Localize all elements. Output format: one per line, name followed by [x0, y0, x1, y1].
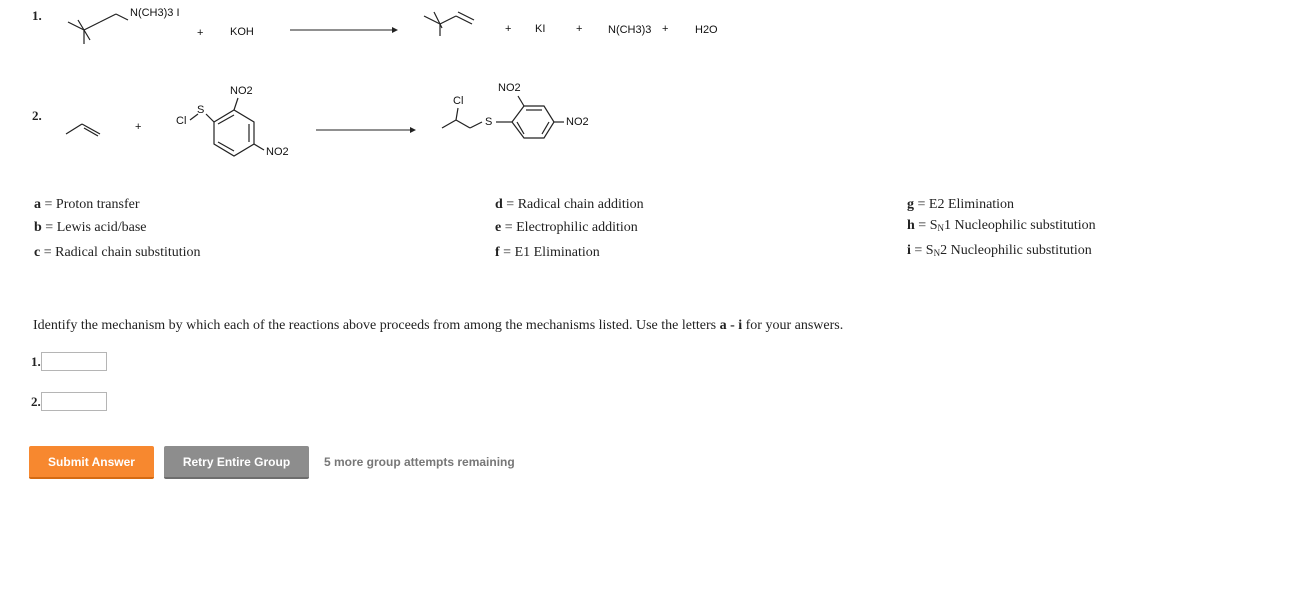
- reaction-2-reagent-no2-bottom: NO2: [266, 146, 289, 158]
- reaction-1-arrow: [288, 24, 398, 36]
- reaction-1-reagent: KOH: [230, 26, 254, 38]
- reaction-2-number: 2.: [32, 108, 42, 123]
- mechanism-i: $i = S_N2$ Nucleophilic substitution: [907, 243, 1092, 258]
- reaction-1-plus-3: +: [576, 23, 583, 35]
- mechanism-e: e = Electrophilic addition: [495, 220, 638, 235]
- reaction-2-reagent-structure: [170, 84, 280, 160]
- reaction-1-number: 1.: [32, 8, 42, 23]
- submit-answer-button[interactable]: Submit Answer: [29, 446, 154, 479]
- reaction-2-arrow: [314, 124, 418, 136]
- answer-1-label: 1.: [31, 353, 41, 369]
- reaction-1-product-ki: KI: [535, 23, 546, 35]
- reaction-2-product-s: S: [485, 116, 493, 128]
- answer-1-input[interactable]: [41, 352, 107, 371]
- reaction-2-reagent-cl: Cl: [176, 115, 187, 127]
- reaction-2-propene-structure: [62, 118, 106, 140]
- reaction-2-product-no2-right: NO2: [566, 116, 589, 128]
- mechanism-a: a = Proton transfer: [34, 197, 140, 212]
- reaction-2-product-cl: Cl: [453, 95, 464, 107]
- reaction-2-product-no2-top: NO2: [498, 82, 521, 94]
- reaction-2-reagent-s: S: [197, 104, 205, 116]
- answer-2-input[interactable]: [41, 392, 107, 411]
- attempts-remaining-text: 5 more group attempts remaining: [324, 455, 515, 469]
- mechanism-c: c = Radical chain substitution: [34, 245, 201, 260]
- reaction-1-plus-4: +: [662, 23, 669, 35]
- question-prompt: Identify the mechanism by which each of the reactions above proceeds from among the mechanisms listed. Use the letters a - i for your answers.: [33, 318, 844, 333]
- reaction-1-plus-2: +: [505, 23, 512, 35]
- mechanism-g: g = E2 Elimination: [907, 197, 1015, 212]
- answer-row-2: [31, 392, 107, 411]
- answer-row-1: [31, 352, 107, 371]
- reaction-1-ammonium-label: N(CH3)3 I: [130, 7, 180, 19]
- reaction-2-reagent-no2-top: NO2: [230, 85, 253, 97]
- retry-entire-group-button[interactable]: Retry Entire Group: [164, 446, 309, 479]
- mechanism-f: f = E1 Elimination: [495, 245, 600, 260]
- reaction-2-plus: +: [135, 121, 142, 133]
- reaction-1-alkene-structure: [418, 6, 488, 42]
- reaction-1-plus: +: [197, 27, 204, 39]
- reaction-1-product-amine: N(CH3)3: [608, 24, 652, 36]
- mechanism-d: d = Radical chain addition: [495, 197, 644, 212]
- reaction-1-product-water: H2O: [695, 24, 718, 36]
- answer-2-label: 2.: [31, 393, 41, 409]
- mechanism-b: b = Lewis acid/base: [34, 220, 147, 235]
- mechanism-h: $h = S_N1$ Nucleophilic substitution: [907, 218, 1096, 233]
